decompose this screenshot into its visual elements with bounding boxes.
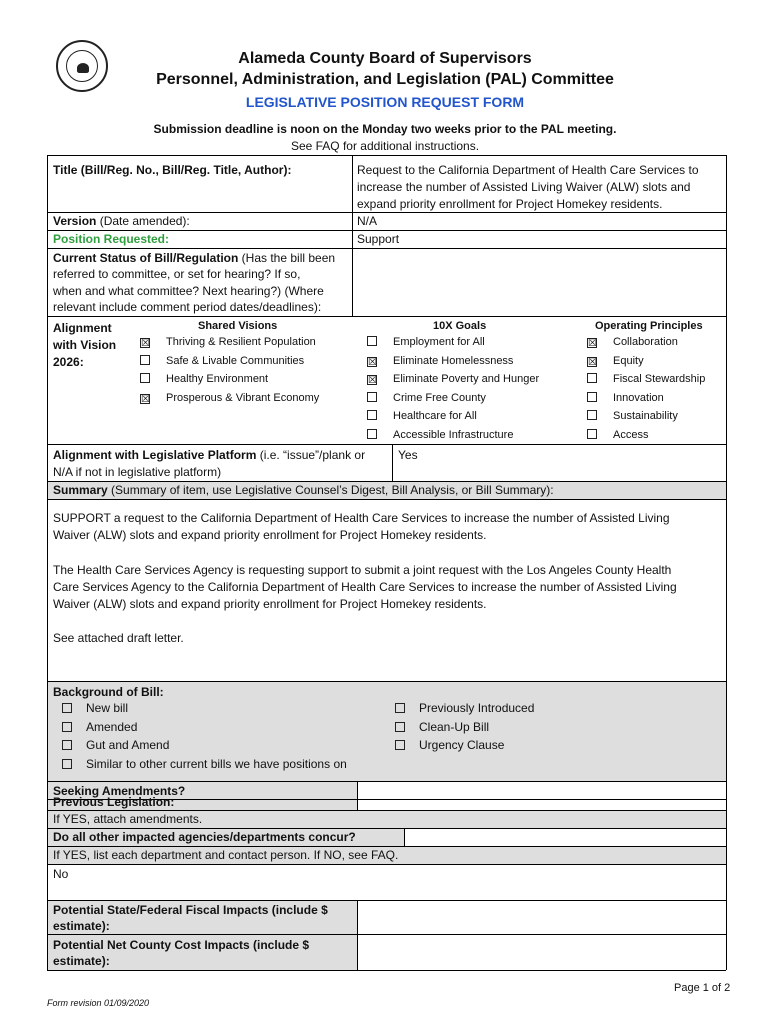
position-label: Position Requested: [53,232,170,246]
checkbox-icon[interactable] [395,740,405,750]
background-left-2[interactable] [62,720,137,734]
platform-label: Alignment with Legislative Platform (i.e. “issue”/plank or [53,448,366,462]
ten-x-goal-2[interactable] [367,355,513,371]
checkbox-icon[interactable] [587,410,597,420]
checkbox-icon[interactable] [587,429,597,439]
header-line1: Alameda County Board of Supervisors [238,50,532,67]
ten-x-goal-4[interactable] [367,392,486,408]
background-left-1[interactable] [62,701,128,715]
fiscal-county-value[interactable] [362,937,722,967]
shared-vision-4[interactable] [140,392,319,408]
shared-vision-label: Thriving & Resilient Population [166,336,316,348]
seeking-amendments-value[interactable] [362,783,722,797]
ten-x-goal-label: Healthcare for All [393,410,477,422]
background-right-1[interactable] [395,701,534,715]
operating-principle-label: Fiscal Stewardship [613,373,706,385]
checkbox-icon[interactable]: ☒ [368,356,377,368]
shared-vision-3[interactable] [140,373,268,389]
summary-para2-3[interactable]: Waiver (ALW) slots and expand priority enrollment for Project Homekey residents. [53,597,487,611]
background-right-3[interactable] [395,738,504,752]
alignment-label-3: 2026: [53,355,84,369]
operating-principle-2[interactable] [587,355,644,371]
platform-value[interactable]: Yes [398,448,418,462]
summary-para1-2[interactable]: Waiver (ALW) slots and expand priority enrollment for Project Homekey residents. [53,528,487,542]
if-yes-list: If YES, list each department and contact person. If NO, see FAQ. [53,848,399,862]
operating-principle-3[interactable] [587,373,705,389]
shared-vision-2[interactable] [140,355,304,371]
seeking-amendments-label: Seeking Amendments? [53,784,186,798]
background-right-label: Urgency Clause [419,738,505,752]
fiscal-state-label-2: estimate): [53,919,110,933]
background-right-label: Previously Introduced [419,701,535,715]
background-right-label: Clean-Up Bill [419,719,490,734]
faq-note: See FAQ for additional instructions. [290,139,480,153]
previous-legislation-value[interactable] [362,801,722,809]
page-number: Page 1 of 2 [674,982,731,994]
shared-vision-label: Prosperous & Vibrant Economy [166,391,320,404]
fiscal-state-label: Potential State/Federal Fiscal Impacts (include $ [53,903,328,917]
title-value-2[interactable]: increase the number of Assisted Living Waiver (ALW) slots and [357,180,691,194]
background-left-label: Gut and Amend [86,738,170,752]
background-left-4[interactable] [62,757,347,771]
shared-vision-1[interactable] [140,336,316,352]
version-label: Version (Date amended): [53,214,190,228]
version-value[interactable]: N/A [357,214,378,228]
summary-para2-1[interactable]: The Health Care Services Agency is requesting support to submit a joint request with the Los Angeles County Health [53,563,672,577]
operating-principles-heading: Operating Principles [595,320,703,332]
shared-vision-label: Safe & Livable Communities [166,354,305,367]
checkbox-icon[interactable] [367,410,377,420]
operating-principle-4[interactable] [587,392,664,408]
checkbox-icon[interactable] [367,392,377,402]
checkbox-icon[interactable] [62,740,72,750]
concur-field[interactable] [410,829,720,845]
checkbox-icon[interactable] [587,373,597,383]
checkbox-icon[interactable] [62,759,72,769]
header-line2: Personnel, Administration, and Legislation (PAL) Committee [156,71,614,88]
summary-para2-2[interactable]: Care Services Agency to the California Department of Health Care Services to increase the number of Assisted Living [53,580,677,594]
background-left-label: Amended [86,719,138,734]
concur-value[interactable]: No [53,867,69,881]
operating-principle-6[interactable] [587,429,648,445]
background-left-label: Similar to other current bills we have positions on [86,756,347,771]
alignment-label-2: with Vision [53,338,117,352]
operating-principle-5[interactable] [587,410,678,426]
status-label-3: when and what committee? Next hearing?) (Where [53,284,324,298]
title-value-1[interactable]: Request to the California Department of Health Care Services to [357,163,699,177]
fiscal-state-value[interactable] [362,903,722,931]
checkbox-icon[interactable] [62,722,72,732]
ten-x-goal-3[interactable] [367,373,539,389]
checkbox-icon[interactable] [140,373,150,383]
summary-label: Summary (Summary of item, use Legislative Counsel’s Digest, Bill Analysis, or Bill Summary): [53,483,554,497]
background-right-2[interactable] [395,720,489,734]
checkbox-icon[interactable] [395,722,405,732]
checkbox-icon[interactable] [367,429,377,439]
concur-label: Do all other impacted agencies/departments concur? [53,830,356,844]
ten-x-goal-label: Crime Free County [393,391,486,404]
ten-x-goals-heading: 10X Goals [433,320,487,332]
fiscal-county-label-2: estimate): [53,954,110,968]
checkbox-icon[interactable]: ☒ [588,338,597,349]
background-left-label: New bill [86,701,129,715]
operating-principle-label: Sustainability [613,410,678,422]
checkbox-icon[interactable] [140,355,150,365]
background-left-3[interactable] [62,738,169,752]
operating-principle-label: Innovation [613,391,664,404]
shared-visions-heading: Shared Visions [198,320,278,332]
status-label-2: referred to committee, or set for hearing? If so, [53,267,301,281]
shared-vision-label: Healthy Environment [166,373,269,385]
operating-principle-label: Access [613,428,649,441]
title-label: Title (Bill/Reg. No., Bill/Reg. Title, Author): [53,163,292,177]
checkbox-icon[interactable]: ☒ [368,375,377,386]
operating-principle-label: Collaboration [613,336,678,348]
summary-para1-1[interactable]: SUPPORT a request to the California Department of Health Care Services to increase the number of Assisted Living [53,511,670,525]
checkbox-icon[interactable]: ☒ [141,393,150,405]
if-yes-attach: If YES, attach amendments. [53,812,203,826]
checkbox-icon[interactable]: ☒ [141,338,150,349]
ten-x-goal-label: Eliminate Poverty and Hunger [393,373,540,385]
ten-x-goal-label: Employment for All [393,336,485,348]
summary-para3[interactable]: See attached draft letter. [53,631,184,645]
status-value[interactable] [357,252,717,312]
ten-x-goal-6[interactable] [367,429,513,445]
ten-x-goal-5[interactable] [367,410,477,426]
platform-label-2: N/A if not in legislative platform) [53,465,222,479]
status-label-4: relevant include comment period dates/deadlines): [53,300,322,314]
previous-legislation-label: Previous Legislation: [53,795,175,809]
ten-x-goal-1[interactable] [367,336,485,352]
operating-principle-label: Equity [613,354,644,367]
checkbox-icon[interactable]: ☒ [588,356,597,368]
ten-x-goal-label: Eliminate Homelessness [393,354,514,367]
fiscal-county-label: Potential Net County Cost Impacts (include $ [53,938,310,952]
checkbox-icon[interactable] [62,703,72,713]
ten-x-goal-label: Accessible Infrastructure [393,428,514,441]
form-title: LEGISLATIVE POSITION REQUEST FORM [245,94,525,110]
deadline-note: Submission deadline is noon on the Monday two weeks prior to the PAL meeting. [153,122,617,136]
form-revision: Form revision 01/09/2020 [47,998,150,1008]
checkbox-icon[interactable] [367,336,377,346]
alignment-label-1: Alignment [53,321,112,335]
checkbox-icon[interactable] [587,392,597,402]
background-label: Background of Bill: [53,685,164,699]
title-value-3[interactable]: expand priority enrollment for Project Homekey residents. [357,197,663,211]
position-value[interactable]: Support [357,232,400,246]
status-label: Current Status of Bill/Regulation (Has the bill been [53,251,336,265]
checkbox-icon[interactable] [395,703,405,713]
operating-principle-1[interactable] [587,336,678,352]
